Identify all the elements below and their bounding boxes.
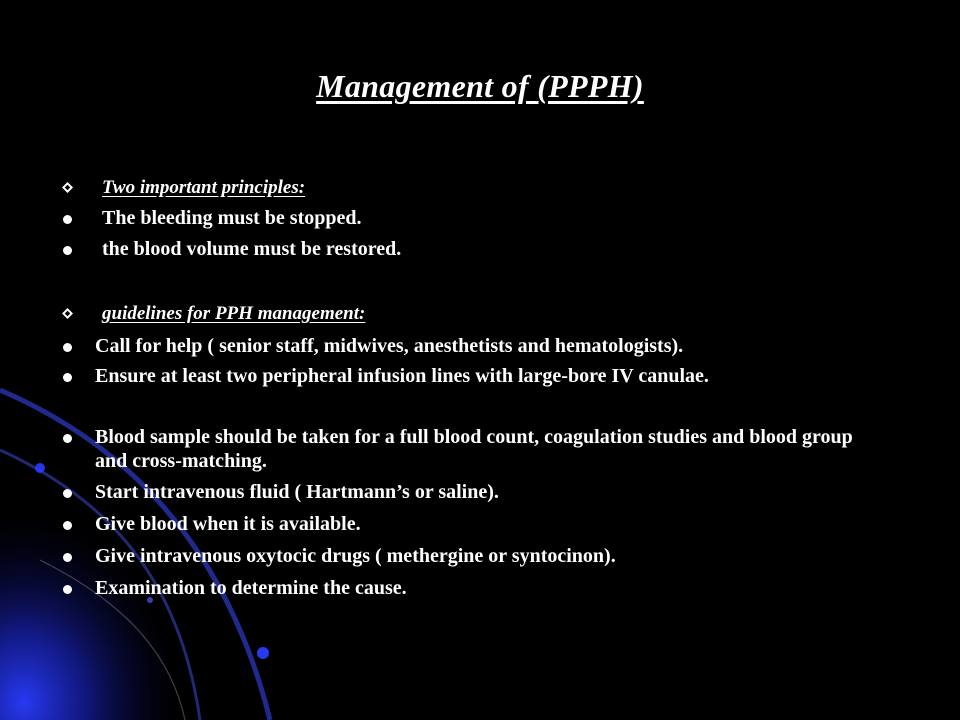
bullet-dot-icon	[63, 343, 72, 352]
guideline-text: Give intravenous oxytocic drugs ( methergine or syntocinon).	[95, 545, 616, 567]
guideline-text: Call for help ( senior staff, midwives, anesthetists and hematologists).	[95, 335, 684, 357]
guideline-item	[62, 480, 922, 504]
guideline-item	[62, 425, 922, 473]
principle-text: The bleeding must be stopped.	[102, 207, 362, 229]
guideline-text: Blood sample should be taken for a full blood count, coagulation studies and blood group and cross-matching.	[95, 426, 853, 472]
guideline-item	[62, 512, 922, 536]
slide-title: Management of (PPPH)	[316, 68, 644, 104]
bullet-dot-icon	[63, 585, 72, 594]
guideline-item	[62, 544, 922, 568]
guideline-item	[62, 576, 922, 600]
guideline-text: Give blood when it is available.	[95, 513, 361, 535]
diamond-bullet-icon	[62, 182, 73, 193]
guideline-text: Start intravenous fluid ( Hartmann’s or saline).	[95, 481, 499, 503]
bullet-dot-icon	[63, 521, 72, 530]
diamond-bullet-icon	[62, 308, 73, 319]
bullet-dot-icon	[63, 553, 72, 562]
principles-heading-row	[62, 176, 922, 200]
guideline-item	[62, 334, 922, 358]
principles-heading: Two important principles:	[102, 177, 306, 198]
bullet-dot-icon	[63, 246, 72, 255]
guidelines-heading-row	[62, 302, 922, 326]
principle-text: the blood volume must be restored.	[102, 238, 402, 260]
bullet-dot-icon	[63, 373, 72, 382]
principle-item	[62, 206, 922, 230]
guideline-text: Examination to determine the cause.	[95, 577, 407, 599]
guideline-item	[62, 364, 922, 412]
guideline-text: Ensure at least two peripheral infusion lines with large-bore IV canulae.	[95, 365, 709, 387]
bullet-dot-icon	[63, 434, 72, 443]
bullet-dot-icon	[63, 215, 72, 224]
principle-item	[62, 237, 922, 261]
guidelines-heading: guidelines for PPH management:	[102, 303, 366, 324]
bullet-dot-icon	[63, 489, 72, 498]
